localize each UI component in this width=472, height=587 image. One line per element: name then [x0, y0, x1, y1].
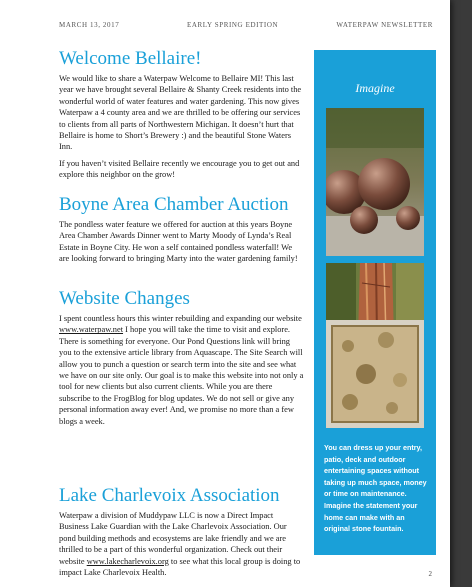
- stone-fountain-image: [326, 320, 424, 428]
- section-paragraph: The pondless water feature we offered for auction at this years Boyne Area Chamber Awards Dinner went to Marty Moody of Lynda’s Real Estate in Boyne City. He won a self contained pondless waterfall! We are looking forward to bringing Marty into the water gardening family!: [59, 220, 298, 264]
- section-paragraph: We would like to share a Waterpaw Welcome to Bellaire MI! This last year we have brought several Bellaire & Shanty Creek residents into the wonderful world of water features and water gardening. This now gives Waterpaw a 4 county area and we are thrilled to be offering our services to clients from all parts of Northwestern Michigan. It doesn’t hurt that Bellaire is home to Short’s Brewery :) and the beautiful Stone Waters Inn.: [59, 74, 302, 152]
- imagine-sidebar: [314, 50, 436, 555]
- section-paragraph: [59, 313, 304, 427]
- section-boyne: [59, 194, 304, 270]
- paragraph-text: I spent countless hours this winter rebuilding and expanding our website: [59, 314, 302, 323]
- paragraph-text: to see what this local group is doing to impact Lake Charlevoix Health.: [59, 556, 301, 578]
- sidebar-text: You can dress up your entry, patio, deck and outdoor entertaining spaces without taking up much space, money or time on maintenance. Imagine the statement your home can make with an original stone fountain.: [324, 443, 427, 534]
- section-paragraph: [59, 510, 304, 578]
- stone-spheres-photo: [326, 108, 424, 256]
- stone-fountain-photo: [326, 320, 424, 428]
- issue-date: MARCH 13, 2017: [59, 21, 120, 29]
- section-title: Website Changes: [59, 288, 190, 309]
- section-website: [59, 288, 304, 432]
- section-charlevoix: [59, 485, 304, 583]
- section-title: Lake Charlevoix Association: [59, 485, 280, 506]
- section-title: Boyne Area Chamber Auction: [59, 194, 289, 215]
- lake-charlevoix-link[interactable]: www.lakecharlevoix.org: [86, 556, 169, 566]
- sidebar-title: Imagine: [355, 81, 395, 95]
- paragraph-text: I hope you will take the time to visit and explore. There is something for everyone. Our Pond Questions link will bring you to the extensive article library from Aquascape. The Site Search will allow you to punch a question or search term into the site and see what we have on our site only. Our goal is to make this website into not only a tool for new clients but also current clients. While you are there subscribe to the FrogBlog for blog updates. We do not sell or give any personal information away ever! And, we promise no more than a few blogs a week.: [59, 325, 304, 426]
- section-paragraph: If you haven’t visited Bellaire recently we encourage you to get out and explore this neighbor on the grow!: [59, 158, 300, 180]
- section-title: Welcome Bellaire!: [59, 48, 202, 69]
- section-welcome: [59, 48, 304, 186]
- page-number: 2: [428, 570, 432, 578]
- waterpaw-website-link[interactable]: www.waterpaw.net: [59, 325, 124, 335]
- stone-spheres-image: [326, 108, 424, 256]
- newsletter-name: WATERPAW NEWSLETTER: [336, 21, 433, 29]
- edition-label: EARLY SPRING EDITION: [187, 21, 279, 29]
- paragraph-text: Waterpaw a division of Muddypaw LLC is now a Direct Impact Business Lake Guardian with the Lake Charlevoix Association. Our pond building methods and ecosystems are lake friendly and we are thrilled to be a part of this wonderful organization. Check out their website: [59, 511, 287, 566]
